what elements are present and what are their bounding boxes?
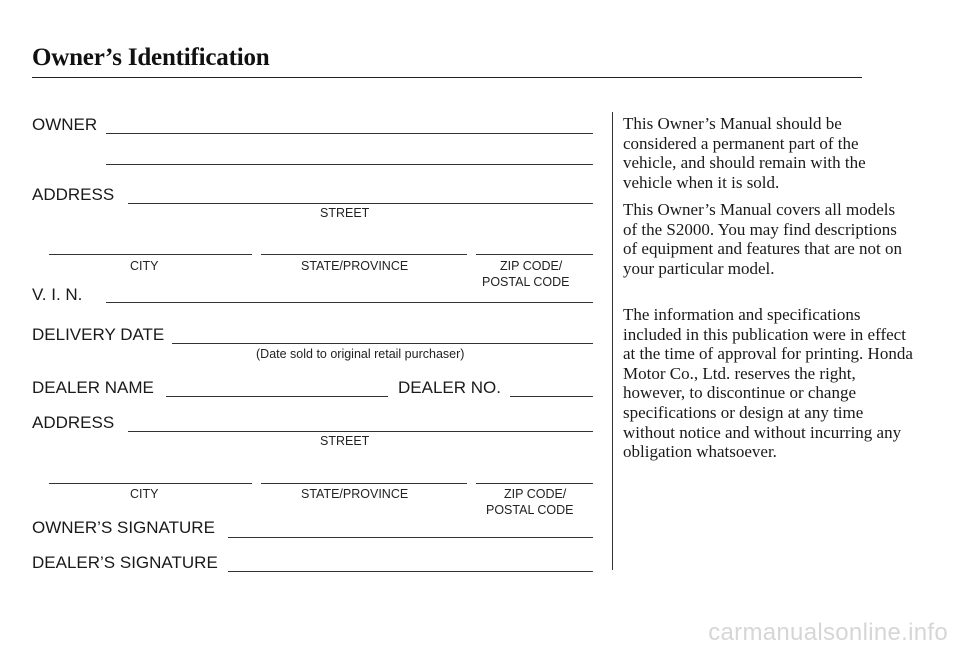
dealer-city-field[interactable] (49, 483, 252, 484)
note-paragraph-3: The information and specifications included in this publication were in effect at the time of approval for printing. Honda Motor Co., Ltd. reserves the right, however, to discontinue or change specifications or design at any time without notice and without incurring any obligation whatsoever. (623, 305, 913, 462)
dealer-city-caption: CITY (130, 487, 159, 501)
page-title: Owner’s Identification (32, 44, 270, 71)
dealer-no-field[interactable] (510, 396, 593, 397)
zip-caption: ZIP CODE/ (500, 259, 563, 273)
vin-label: V. I. N. (32, 285, 83, 304)
dealer-name-label: DEALER NAME (32, 378, 154, 397)
dealer-signature-field[interactable] (228, 571, 593, 572)
dealer-zip-field[interactable] (476, 483, 593, 484)
dealer-address-label: ADDRESS (32, 413, 115, 432)
dealer-street-caption: STREET (320, 434, 370, 448)
address-zip-field[interactable] (476, 254, 593, 255)
owner-field[interactable] (106, 133, 593, 134)
dealer-street-field[interactable] (128, 431, 593, 432)
note-paragraph-1: This Owner’s Manual should be considered a permanent part of the vehicle, and should remain with the vehicle when it is sold. (623, 114, 866, 192)
owner-signature-label: OWNER’S SIGNATURE (32, 518, 215, 537)
dealer-state-caption: STATE/PROVINCE (301, 487, 409, 501)
dealer-postal-caption: POSTAL CODE (486, 503, 574, 517)
owner-field-line-2[interactable] (106, 164, 593, 165)
vin-field[interactable] (106, 302, 593, 303)
owner-label: OWNER (32, 115, 98, 134)
dealer-name-field[interactable] (166, 396, 388, 397)
dealer-no-label: DEALER NO. (398, 378, 501, 397)
dealer-zip-caption: ZIP CODE/ (504, 487, 567, 501)
watermark: carmanualsonline.info (708, 619, 948, 646)
title-rule (32, 77, 862, 78)
address-street-field[interactable] (128, 203, 593, 204)
address-state-field[interactable] (261, 254, 467, 255)
owner-signature-field[interactable] (228, 537, 593, 538)
state-caption: STATE/PROVINCE (301, 259, 409, 273)
delivery-date-label: DELIVERY DATE (32, 325, 165, 344)
delivery-caption: (Date sold to original retail purchaser) (256, 347, 465, 361)
note-paragraph-2: This Owner’s Manual covers all models of the S2000. You may find descriptions of equipment and features that are not on your particular model. (623, 200, 902, 278)
delivery-date-field[interactable] (172, 343, 593, 344)
city-caption: CITY (130, 259, 159, 273)
address-label: ADDRESS (32, 185, 115, 204)
dealer-state-field[interactable] (261, 483, 467, 484)
postal-caption: POSTAL CODE (482, 275, 570, 289)
address-city-field[interactable] (49, 254, 252, 255)
column-divider (612, 112, 613, 570)
dealer-signature-label: DEALER’S SIGNATURE (32, 553, 218, 572)
street-caption: STREET (320, 206, 370, 220)
